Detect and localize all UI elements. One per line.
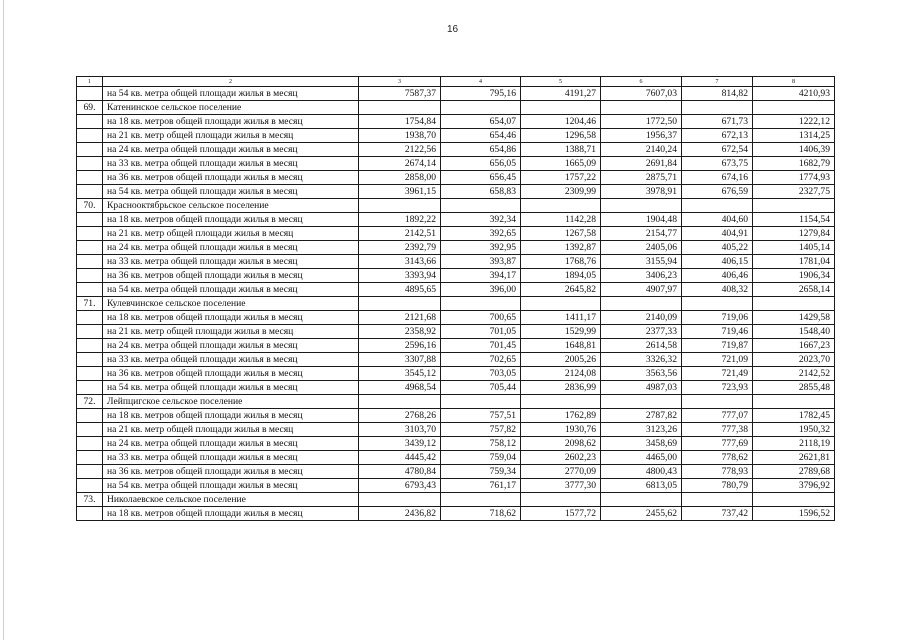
table-row [77,353,835,367]
row-index-cell [77,171,103,185]
value-cell: 777,07 [682,409,753,423]
table-row [77,129,835,143]
table-row [77,171,835,185]
empty-cell [682,199,753,213]
section-number: 71. [77,297,103,311]
value-cell: 7607,03 [601,87,682,101]
value-cell: 1762,89 [521,409,601,423]
empty-cell [601,101,682,115]
empty-cell [601,199,682,213]
column-number-row [77,77,835,87]
value-cell: 3406,23 [601,269,682,283]
row-label: на 36 кв. метров общей площади жилья в месяц [103,269,359,283]
section-name: Лейпцигское сельское поселение [103,395,359,409]
row-index-cell [77,227,103,241]
value-cell: 1548,40 [753,325,835,339]
value-cell: 1906,34 [753,269,835,283]
empty-cell [521,199,601,213]
value-cell: 2596,16 [359,339,441,353]
value-cell: 4968,54 [359,381,441,395]
row-index-cell [77,255,103,269]
value-cell: 392,65 [441,227,521,241]
empty-cell [521,101,601,115]
value-cell: 1429,58 [753,311,835,325]
value-cell: 1782,45 [753,409,835,423]
value-cell: 2358,92 [359,325,441,339]
value-cell: 718,62 [441,507,521,521]
value-cell: 396,00 [441,283,521,297]
value-cell: 1938,70 [359,129,441,143]
column-header: 4 [441,77,521,87]
value-cell: 759,04 [441,451,521,465]
value-cell: 737,42 [682,507,753,521]
value-cell: 1222,12 [753,115,835,129]
value-cell: 408,32 [682,283,753,297]
value-cell: 2154,77 [601,227,682,241]
row-label: на 24 кв. метра общей площади жилья в месяц [103,437,359,451]
value-cell: 3103,70 [359,423,441,437]
table-row [77,185,835,199]
value-cell: 1154,54 [753,213,835,227]
value-cell: 2140,09 [601,311,682,325]
row-label: на 21 кв. метр общей площади жилья в месяц [103,129,359,143]
value-cell: 3563,56 [601,367,682,381]
row-index-cell [77,507,103,521]
row-index-cell [77,283,103,297]
table-row [77,213,835,227]
value-cell: 1296,58 [521,129,601,143]
value-cell: 673,75 [682,157,753,171]
value-cell: 721,49 [682,367,753,381]
row-label: на 21 кв. метр общей площади жилья в месяц [103,423,359,437]
row-label: на 18 кв. метров общей площади жилья в месяц [103,213,359,227]
empty-cell [359,199,441,213]
empty-cell [359,493,441,507]
empty-cell [753,199,835,213]
value-cell: 757,51 [441,409,521,423]
row-label: на 24 кв. метра общей площади жилья в месяц [103,241,359,255]
row-label: на 24 кв. метра общей площади жилья в месяц [103,339,359,353]
value-cell: 2836,99 [521,381,601,395]
value-cell: 761,17 [441,479,521,493]
section-number: 70. [77,199,103,213]
section-header-row [77,395,835,409]
empty-cell [521,297,601,311]
table-row [77,479,835,493]
empty-cell [682,493,753,507]
value-cell: 2142,51 [359,227,441,241]
table-row [77,423,835,437]
value-cell: 2309,99 [521,185,601,199]
value-cell: 4191,27 [521,87,601,101]
row-index-cell [77,213,103,227]
row-index-cell [77,409,103,423]
row-label: на 54 кв. метра общей площади жилья в месяц [103,185,359,199]
row-label: на 18 кв. метров общей площади жилья в месяц [103,409,359,423]
row-index-cell [77,451,103,465]
value-cell: 2405,06 [601,241,682,255]
value-cell: 1772,50 [601,115,682,129]
value-cell: 719,87 [682,339,753,353]
value-cell: 3123,26 [601,423,682,437]
empty-cell [753,395,835,409]
value-cell: 406,15 [682,255,753,269]
value-cell: 392,95 [441,241,521,255]
table-row [77,227,835,241]
row-label: на 33 кв. метра общей площади жилья в месяц [103,157,359,171]
value-cell: 654,46 [441,129,521,143]
value-cell: 3978,91 [601,185,682,199]
row-index-cell [77,129,103,143]
value-cell: 2768,26 [359,409,441,423]
value-cell: 1682,79 [753,157,835,171]
value-cell: 3796,92 [753,479,835,493]
value-cell: 3143,66 [359,255,441,269]
row-label: на 54 кв. метра общей площади жилья в месяц [103,479,359,493]
value-cell: 1406,39 [753,143,835,157]
value-cell: 2118,19 [753,437,835,451]
empty-cell [441,297,521,311]
table-row [77,367,835,381]
table-body [77,77,835,521]
row-label: на 21 кв. метр общей площади жилья в месяц [103,325,359,339]
value-cell: 406,46 [682,269,753,283]
value-cell: 757,82 [441,423,521,437]
value-cell: 3307,88 [359,353,441,367]
value-cell: 777,69 [682,437,753,451]
value-cell: 2436,82 [359,507,441,521]
empty-cell [441,493,521,507]
value-cell: 1529,99 [521,325,601,339]
value-cell: 1781,04 [753,255,835,269]
value-cell: 1279,84 [753,227,835,241]
value-cell: 2098,62 [521,437,601,451]
value-cell: 1774,93 [753,171,835,185]
value-cell: 4800,43 [601,465,682,479]
row-label: на 36 кв. метров общей площади жилья в месяц [103,171,359,185]
row-index-cell [77,437,103,451]
empty-cell [359,101,441,115]
row-label: на 18 кв. метров общей площади жилья в месяц [103,115,359,129]
value-cell: 672,54 [682,143,753,157]
value-cell: 2142,52 [753,367,835,381]
empty-cell [359,395,441,409]
row-index-cell [77,185,103,199]
value-cell: 723,93 [682,381,753,395]
value-cell: 4895,65 [359,283,441,297]
value-cell: 700,65 [441,311,521,325]
value-cell: 3393,94 [359,269,441,283]
value-cell: 2858,00 [359,171,441,185]
row-index-cell [77,311,103,325]
value-cell: 1142,28 [521,213,601,227]
row-index-cell [77,479,103,493]
row-index-cell [77,241,103,255]
value-cell: 3777,30 [521,479,601,493]
value-cell: 780,79 [682,479,753,493]
value-cell: 2658,14 [753,283,835,297]
empty-cell [441,199,521,213]
value-cell: 2787,82 [601,409,682,423]
value-cell: 1894,05 [521,269,601,283]
value-cell: 705,44 [441,381,521,395]
row-label: на 54 кв. метра общей площади жилья в месяц [103,87,359,101]
row-label: на 54 кв. метра общей площади жилья в месяц [103,283,359,297]
value-cell: 2770,09 [521,465,601,479]
section-name: Краснооктябрьское сельское поселение [103,199,359,213]
value-cell: 2392,79 [359,241,441,255]
value-cell: 2789,68 [753,465,835,479]
column-header: 2 [103,77,359,87]
value-cell: 1950,32 [753,423,835,437]
table-row [77,269,835,283]
value-cell: 405,22 [682,241,753,255]
value-cell: 2023,70 [753,353,835,367]
row-label: на 33 кв. метра общей площади жилья в месяц [103,353,359,367]
table-row [77,437,835,451]
table-row [77,87,835,101]
table-row [77,507,835,521]
row-label: на 36 кв. метров общей площади жилья в месяц [103,465,359,479]
value-cell: 3545,12 [359,367,441,381]
value-cell: 2621,81 [753,451,835,465]
value-cell: 6793,43 [359,479,441,493]
value-cell: 2122,56 [359,143,441,157]
section-number: 72. [77,395,103,409]
value-cell: 3458,69 [601,437,682,451]
empty-cell [682,101,753,115]
row-index-cell [77,157,103,171]
value-cell: 1405,14 [753,241,835,255]
value-cell: 6813,05 [601,479,682,493]
empty-cell [753,101,835,115]
value-cell: 1904,48 [601,213,682,227]
value-cell: 2377,33 [601,325,682,339]
value-cell: 3961,15 [359,185,441,199]
value-cell: 719,06 [682,311,753,325]
row-label: на 24 кв. метра общей площади жилья в месяц [103,143,359,157]
row-index-cell [77,325,103,339]
empty-cell [601,395,682,409]
value-cell: 7587,37 [359,87,441,101]
value-cell: 1665,09 [521,157,601,171]
value-cell: 2121,68 [359,311,441,325]
value-cell: 778,93 [682,465,753,479]
row-label: на 36 кв. метров общей площади жилья в месяц [103,367,359,381]
value-cell: 701,05 [441,325,521,339]
section-header-row [77,297,835,311]
section-header-row [77,101,835,115]
section-name: Катенинское сельское поселение [103,101,359,115]
value-cell: 4210,93 [753,87,835,101]
value-cell: 404,91 [682,227,753,241]
row-index-cell [77,115,103,129]
value-cell: 2674,14 [359,157,441,171]
value-cell: 404,60 [682,213,753,227]
value-cell: 1930,76 [521,423,601,437]
empty-cell [359,297,441,311]
value-cell: 1648,81 [521,339,601,353]
column-header: 3 [359,77,441,87]
value-cell: 671,73 [682,115,753,129]
row-label: на 18 кв. метров общей площади жилья в месяц [103,311,359,325]
value-cell: 656,05 [441,157,521,171]
empty-cell [521,493,601,507]
value-cell: 394,17 [441,269,521,283]
value-cell: 702,65 [441,353,521,367]
value-cell: 1768,76 [521,255,601,269]
empty-cell [753,297,835,311]
table-row [77,325,835,339]
section-name: Кулевчинское сельское поселение [103,297,359,311]
value-cell: 721,09 [682,353,753,367]
value-cell: 676,59 [682,185,753,199]
value-cell: 2614,58 [601,339,682,353]
value-cell: 1956,37 [601,129,682,143]
value-cell: 2124,08 [521,367,601,381]
value-cell: 795,16 [441,87,521,101]
row-label: на 33 кв. метра общей площади жилья в месяц [103,255,359,269]
value-cell: 1388,71 [521,143,601,157]
value-cell: 2327,75 [753,185,835,199]
section-header-row [77,493,835,507]
value-cell: 701,45 [441,339,521,353]
value-cell: 2140,24 [601,143,682,157]
value-cell: 4780,84 [359,465,441,479]
table-row [77,311,835,325]
empty-cell [753,493,835,507]
column-header: 6 [601,77,682,87]
value-cell: 654,07 [441,115,521,129]
row-label: на 54 кв. метра общей площади жилья в месяц [103,381,359,395]
table-row [77,157,835,171]
value-cell: 658,83 [441,185,521,199]
empty-cell [521,395,601,409]
value-cell: 3326,32 [601,353,682,367]
section-name: Николаевское сельское поселение [103,493,359,507]
empty-cell [441,395,521,409]
value-cell: 1392,87 [521,241,601,255]
value-cell: 1757,22 [521,171,601,185]
value-cell: 1577,72 [521,507,601,521]
value-cell: 2855,48 [753,381,835,395]
value-cell: 1411,17 [521,311,601,325]
value-cell: 3439,12 [359,437,441,451]
empty-cell [682,297,753,311]
tariff-table [76,76,835,521]
section-number: 69. [77,101,103,115]
column-header: 5 [521,77,601,87]
table-row [77,283,835,297]
row-index-cell [77,87,103,101]
section-number: 73. [77,493,103,507]
value-cell: 674,16 [682,171,753,185]
table-row [77,339,835,353]
value-cell: 2005,26 [521,353,601,367]
value-cell: 719,46 [682,325,753,339]
value-cell: 1314,25 [753,129,835,143]
table-row [77,409,835,423]
value-cell: 1892,22 [359,213,441,227]
value-cell: 1267,58 [521,227,601,241]
table-row [77,381,835,395]
empty-cell [601,493,682,507]
row-label: на 21 кв. метр общей площади жилья в месяц [103,227,359,241]
value-cell: 2455,62 [601,507,682,521]
value-cell: 4987,03 [601,381,682,395]
empty-cell [441,101,521,115]
section-header-row [77,199,835,213]
value-cell: 703,05 [441,367,521,381]
row-index-cell [77,423,103,437]
column-header: 7 [682,77,753,87]
row-index-cell [77,465,103,479]
page-number: 16 [446,24,459,35]
table-row [77,465,835,479]
value-cell: 1754,84 [359,115,441,129]
table-row [77,451,835,465]
value-cell: 778,62 [682,451,753,465]
row-label: на 33 кв. метра общей площади жилья в месяц [103,451,359,465]
table-row [77,255,835,269]
empty-cell [682,395,753,409]
value-cell: 3155,94 [601,255,682,269]
column-header: 8 [753,77,835,87]
empty-cell [601,297,682,311]
value-cell: 393,87 [441,255,521,269]
value-cell: 2602,23 [521,451,601,465]
value-cell: 777,38 [682,423,753,437]
value-cell: 759,34 [441,465,521,479]
value-cell: 1667,23 [753,339,835,353]
value-cell: 758,12 [441,437,521,451]
row-index-cell [77,269,103,283]
value-cell: 4907,97 [601,283,682,297]
scan-edge-line [3,0,4,640]
value-cell: 672,13 [682,129,753,143]
row-index-cell [77,339,103,353]
row-index-cell [77,143,103,157]
value-cell: 654,86 [441,143,521,157]
value-cell: 656,45 [441,171,521,185]
table-row [77,115,835,129]
row-index-cell [77,353,103,367]
row-label: на 18 кв. метров общей площади жилья в месяц [103,507,359,521]
value-cell: 4465,00 [601,451,682,465]
value-cell: 392,34 [441,213,521,227]
row-index-cell [77,367,103,381]
table-row [77,241,835,255]
value-cell: 814,82 [682,87,753,101]
value-cell: 4445,42 [359,451,441,465]
table-row [77,143,835,157]
value-cell: 2645,82 [521,283,601,297]
value-cell: 2691,84 [601,157,682,171]
value-cell: 1204,46 [521,115,601,129]
row-index-cell [77,381,103,395]
value-cell: 2875,71 [601,171,682,185]
value-cell: 1596,52 [753,507,835,521]
column-header: 1 [77,77,103,87]
